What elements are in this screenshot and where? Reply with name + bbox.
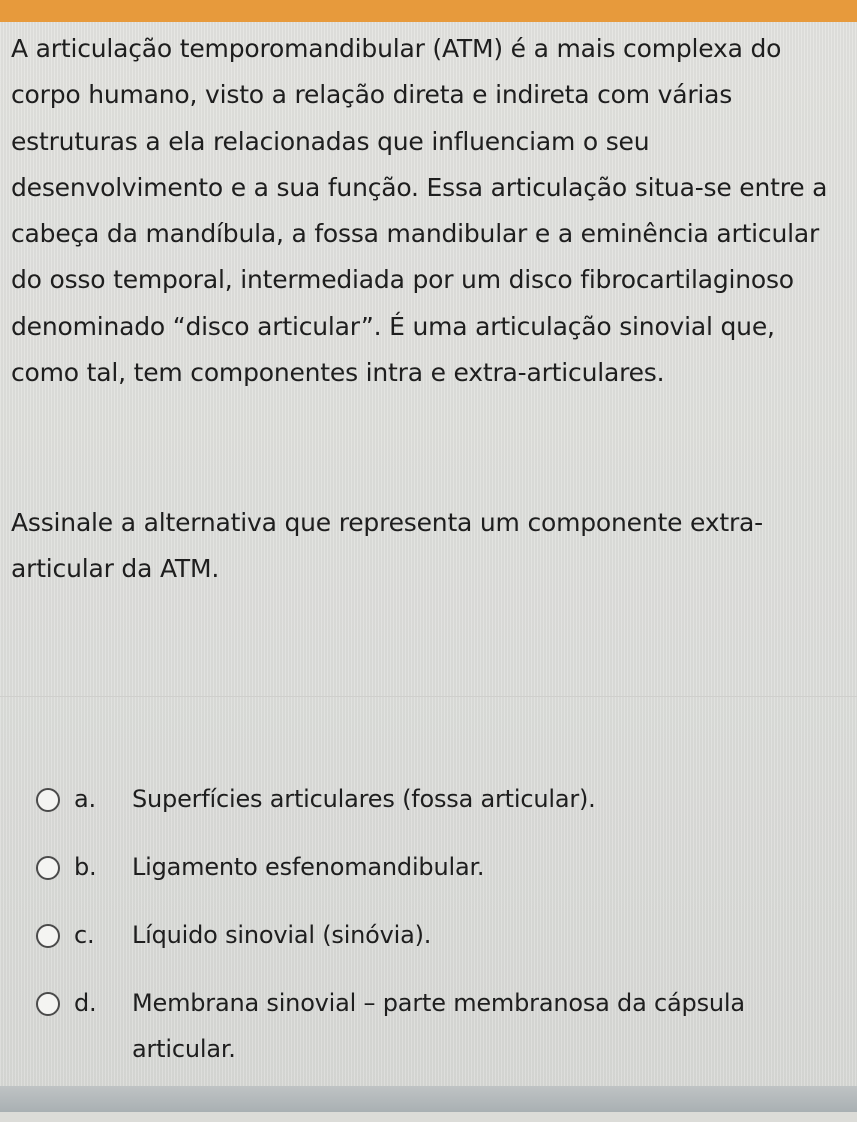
option-a[interactable] xyxy=(36,776,836,822)
option-b[interactable] xyxy=(36,844,836,890)
option-text-d[interactable]: Membrana sinovial – parte membranosa da cápsula articular. xyxy=(132,989,745,1063)
radio-button-b[interactable] xyxy=(36,856,60,880)
option-d[interactable] xyxy=(36,980,836,1072)
question-panel xyxy=(0,22,857,1112)
divider xyxy=(0,696,857,697)
screen-bottom-edge xyxy=(0,1086,857,1112)
option-letter-b: b. xyxy=(74,853,97,881)
option-text-c[interactable]: Líquido sinovial (sinóvia). xyxy=(132,921,432,949)
radio-button-d[interactable] xyxy=(36,992,60,1016)
option-text-a[interactable]: Superfícies articulares (fossa articular). xyxy=(132,785,596,813)
radio-button-a[interactable] xyxy=(36,788,60,812)
radio-button-c[interactable] xyxy=(36,924,60,948)
question-text: A articulação temporomandibular (ATM) é a mais complexa do corpo humano, visto a relação direta e indireta com várias estruturas a ela relacionadas que influenciam o seu desenvolvimento e a sua função. Essa articulação situa-se entre a cabeça da mandíbula, a fossa mandibular e a eminência articular do osso temporal, intermediada por um disco fibrocartilaginoso denominado “disco articular”. É uma articulação sinovial que, como tal, tem componentes intra e extra-articulares. xyxy=(11,34,828,388)
header-bar xyxy=(0,0,857,22)
option-letter-c: c. xyxy=(74,921,95,949)
option-text-b[interactable]: Ligamento esfenomandibular. xyxy=(132,853,485,881)
option-letter-d: d. xyxy=(74,989,97,1017)
question-prompt: Assinale a alternativa que representa um componente extra-articular da ATM. xyxy=(11,508,763,584)
option-c[interactable] xyxy=(36,912,836,958)
option-letter-a: a. xyxy=(74,785,96,813)
